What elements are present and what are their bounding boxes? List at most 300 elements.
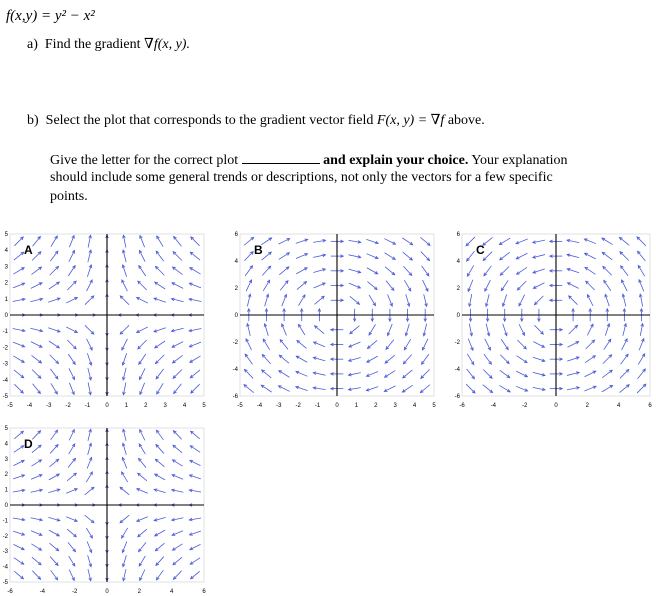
field-arrow [533,357,545,361]
y-tick-label: -1 [2,518,8,525]
field-arrow [87,339,93,350]
field-arrow [404,280,410,291]
field-arrow [173,369,182,378]
part-a-math: ∇f(x, y). [144,37,190,52]
instruction-line-1 [50,151,568,169]
field-arrow [282,324,287,336]
field-arrow [348,240,360,243]
field-arrow [87,265,91,277]
field-arrow [502,294,506,306]
field-arrow [51,570,58,580]
x-tick-label: 4 [182,403,187,409]
field-arrow [247,294,251,306]
field-arrow [638,369,646,379]
field-arrow [263,280,269,291]
field-arrow [69,430,74,441]
field-arrow [88,443,92,454]
x-tick-label: 2 [137,589,142,595]
y-tick-label: -2 [454,340,460,346]
field-arrow [280,340,288,350]
field-arrow [191,237,200,246]
field-arrow [173,252,182,261]
field-arrow [49,341,59,348]
x-tick-label: -3 [46,403,52,409]
field-arrow [422,280,427,291]
field-arrow [349,373,361,376]
field-arrow [31,544,41,550]
field-arrow [602,238,613,244]
field-arrow [32,369,41,378]
field-arrow [50,251,58,261]
field-arrow [586,281,595,290]
y-tick-label: 4 [456,259,460,265]
field-arrow [122,443,126,454]
x-tick-label: 0 [335,403,339,409]
field-arrow [69,570,74,581]
field-arrow [519,295,525,306]
field-arrow [31,460,41,466]
field-arrow [244,369,253,378]
field-arrow [534,296,543,305]
field-arrow [605,294,609,306]
field-arrow [262,370,272,378]
field-arrow [33,384,41,394]
field-arrow [155,474,165,480]
field-arrow [190,558,200,565]
field-arrow [602,252,612,260]
y-tick-label: 2 [456,286,460,292]
x-tick-label: 4 [169,589,174,595]
y-tick-label: -3 [2,361,8,368]
y-tick-label: -2 [2,345,8,352]
field-arrow [422,266,429,276]
field-arrow [88,235,91,247]
field-arrow [315,296,325,304]
field-arrow [603,355,612,364]
y-tick-label: -4 [454,367,460,373]
field-arrow [386,281,394,291]
field-arrow [85,296,94,305]
part-b-math: F(x, y) = ∇f [376,113,445,128]
y-tick-label: 1 [4,296,8,303]
field-arrow [191,571,200,579]
field-arrow [190,370,200,378]
field-arrow [585,253,596,259]
field-arrow [173,431,181,440]
field-arrow [245,354,252,364]
field-arrow [51,383,57,394]
y-tick-label: 2 [4,280,8,287]
field-arrow [122,541,127,552]
field-arrow [534,325,543,334]
field-arrow [604,339,611,349]
y-tick-label: 0 [4,313,8,319]
field-arrow [603,266,612,275]
field-arrow [13,489,25,492]
field-arrow [483,369,492,378]
field-arrow [122,472,128,482]
field-arrow [66,489,77,494]
field-arrow [120,325,129,334]
field-arrow [261,385,271,392]
plot-d[interactable] [0,424,210,596]
instruction-line-2: should include some general trends or descriptions, not only the vectors for a few specific [50,170,553,185]
field-arrow [48,517,59,521]
field-arrow [279,355,289,363]
field-arrow [349,269,361,273]
field-arrow [384,239,395,245]
x-tick-label: 3 [393,403,397,409]
field-arrow [605,324,609,336]
field-arrow [366,239,378,243]
field-arrow [85,487,94,495]
x-tick-label: 2 [144,403,148,409]
field-arrow [87,280,93,291]
field-arrow [369,324,375,335]
field-arrow [466,237,475,246]
field-arrow [384,386,395,392]
field-arrow [501,339,508,349]
field-arrow [30,328,42,332]
field-arrow [619,385,629,393]
field-arrow [14,558,24,565]
field-arrow [313,239,325,242]
field-arrow [13,460,24,465]
field-arrow [623,324,627,336]
field-arrow [67,529,76,537]
field-arrow [13,268,24,274]
plot-b[interactable] [230,230,440,410]
field-arrow [14,237,23,246]
field-arrow [569,296,578,305]
field-arrow [14,384,23,393]
field-arrow [639,280,644,292]
field-arrow [49,282,59,289]
y-tick-label: -6 [232,394,238,400]
field-arrow [533,372,545,376]
field-arrow [567,342,578,348]
field-arrow [533,240,545,243]
field-arrow [137,489,148,494]
field-arrow [297,340,307,348]
field-arrow [402,238,412,245]
field-arrow [533,255,545,259]
field-arrow [32,445,41,453]
field-arrow [567,387,579,390]
field-arrow [68,542,75,551]
y-tick-label: -1 [2,329,8,336]
field-arrow [585,371,596,377]
field-arrow [367,340,377,348]
x-tick-label: -2 [71,589,78,595]
field-arrow [190,356,201,362]
field-arrow [385,355,395,363]
field-arrow [313,372,325,375]
field-arrow [403,355,411,364]
field-arrow [296,386,308,390]
x-tick-label: 6 [202,589,206,595]
field-arrow [137,517,148,522]
y-tick-label: -2 [232,340,238,346]
field-arrow [32,431,40,440]
field-arrow [139,266,146,276]
y-tick-label: 6 [234,232,238,238]
field-arrow [467,265,473,276]
x-tick-label: 3 [163,403,167,409]
plot-a[interactable] [0,230,210,410]
field-arrow [469,294,472,306]
field-arrow [154,328,166,332]
function-rhs: = y² − x² [40,8,95,24]
field-arrow [85,325,94,334]
field-arrow [140,570,145,581]
field-arrow [68,458,75,467]
part-b [27,112,485,129]
y-tick-label: -3 [2,549,8,556]
y-tick-label: -4 [2,377,8,384]
y-tick-label: 4 [4,441,8,448]
field-arrow [69,250,75,261]
field-arrow [139,250,145,261]
field-arrow [155,530,165,536]
field-arrow [66,297,77,303]
field-arrow [120,487,129,495]
field-arrow [349,255,361,258]
field-arrow [244,385,254,393]
field-arrow [499,385,510,391]
field-arrow [190,268,201,274]
field-arrow [420,385,430,393]
field-arrow [138,473,147,481]
field-arrow [567,254,579,258]
field-arrow [156,557,164,566]
field-arrow [348,388,360,391]
field-arrow [189,298,201,301]
field-arrow [190,531,201,535]
y-tick-label: 1 [4,487,8,494]
field-arrow [484,266,492,276]
field-arrow [422,354,429,364]
field-arrow [32,252,41,261]
field-arrow [533,387,545,390]
field-arrow [533,269,545,273]
field-arrow [296,239,308,243]
plot-c[interactable] [452,230,656,410]
field-arrow [263,339,269,350]
field-arrow [189,489,201,492]
part-b-label: b) [27,113,39,128]
field-arrow [637,384,646,393]
field-arrow [533,283,544,289]
field-arrow [500,252,510,260]
field-arrow [279,253,290,260]
field-arrow [584,386,596,391]
plot-letter: C [476,243,485,257]
x-tick-label: -5 [7,403,13,409]
field-arrow [278,239,289,245]
field-arrow [517,356,527,363]
field-arrow [32,557,41,565]
field-arrow [516,239,528,244]
field-arrow [499,238,510,244]
x-tick-label: 0 [105,403,109,409]
field-arrow [638,265,644,276]
field-arrow [567,239,579,242]
field-arrow [367,268,378,274]
field-arrow [13,328,25,331]
field-arrow [620,369,629,378]
field-arrow [156,445,164,454]
field-arrow [366,387,378,391]
field-arrow [67,473,76,481]
y-tick-label: 2 [234,286,238,292]
y-tick-label: 0 [456,313,460,319]
field-arrow [262,266,270,275]
field-arrow [155,355,164,364]
field-arrow [155,282,165,289]
y-tick-label: 5 [4,232,8,238]
y-tick-label: -4 [2,564,8,571]
field-arrow [602,370,612,378]
field-arrow [122,339,128,350]
x-tick-label: -4 [39,589,46,595]
field-arrow [469,324,472,336]
field-arrow [190,460,201,465]
field-arrow [421,369,430,378]
field-arrow [622,280,628,291]
field-arrow [68,354,75,364]
field-arrow [386,340,394,350]
field-arrow [122,265,126,277]
field-arrow [138,340,147,349]
field-arrow [244,237,254,245]
field-arrow [137,297,148,303]
field-arrow [31,489,43,492]
field-arrow [244,252,253,261]
y-tick-label: 0 [234,313,238,319]
function-lhs: f(x,y) [6,8,38,24]
field-arrow [139,542,146,551]
field-arrow [569,325,578,334]
x-tick-label: -6 [7,589,13,595]
field-arrow [314,283,326,288]
field-arrow [13,356,24,362]
field-arrow [405,324,409,336]
field-arrow [517,267,527,274]
field-arrow [516,371,527,377]
field-arrow [88,250,92,262]
instruction-line-3: points. [50,189,88,204]
field-arrow [69,368,75,379]
x-tick-label: -1 [314,403,321,409]
field-arrow [190,252,200,260]
field-arrow [67,281,76,290]
field-arrow [139,444,145,454]
field-arrow [422,339,427,350]
x-tick-label: 1 [354,403,359,409]
y-tick-label: 4 [234,259,238,265]
x-tick-label: -2 [521,403,528,409]
field-arrow [120,515,129,523]
field-arrow [50,355,59,364]
field-arrow [140,430,145,441]
field-arrow [585,356,595,363]
field-arrow [139,556,145,566]
field-arrow [138,281,147,290]
field-arrow [138,529,147,537]
y-tick-label: 3 [4,264,8,271]
field-arrow [190,446,200,453]
field-arrow [403,252,413,260]
field-arrow [404,339,410,350]
field-arrow [13,544,24,549]
field-arrow [86,528,92,538]
field-arrow [51,430,58,440]
field-arrow [388,294,393,306]
field-arrow [140,236,145,248]
field-arrow [69,556,75,566]
field-arrow [403,370,413,378]
field-arrow [468,280,473,292]
plot-letter: A [24,243,33,257]
part-a [27,36,190,53]
x-tick-label: -4 [256,403,263,409]
field-arrow [533,342,544,348]
field-arrow [350,326,360,334]
field-arrow [88,382,91,394]
field-arrow [467,369,475,379]
y-tick-label: 4 [4,248,8,255]
field-arrow [297,282,307,290]
field-arrow [584,239,596,244]
field-arrow [278,386,289,392]
x-tick-label: 5 [202,403,206,409]
x-tick-label: 0 [105,589,109,595]
field-arrow [50,459,59,467]
field-arrow [313,269,325,273]
field-arrow [122,368,126,380]
field-arrow [622,294,626,306]
field-arrow [88,555,92,566]
field-arrow [349,358,361,362]
field-arrow [14,431,23,439]
field-arrow [139,368,145,379]
field-arrow [66,517,77,522]
field-arrow [13,342,25,347]
field-arrow [172,531,183,536]
x-tick-label: -6 [459,403,465,409]
field-arrow [173,557,182,565]
x-tick-label: -2 [295,403,301,409]
field-arrow [156,570,163,580]
field-arrow [14,252,24,260]
field-arrow [567,357,579,361]
field-arrow [33,236,41,246]
field-arrow [567,372,579,376]
field-arrow [385,253,396,260]
field-arrow [245,266,252,276]
field-arrow [366,254,378,259]
answer-blank [242,151,320,164]
field-arrow [69,236,74,248]
field-arrow [503,324,507,336]
field-arrow [122,280,128,291]
field-arrow [123,235,126,247]
field-arrow [587,295,593,306]
field-arrow [68,266,75,276]
field-arrow [638,354,644,365]
part-a-text: Find the gradient [44,37,141,52]
